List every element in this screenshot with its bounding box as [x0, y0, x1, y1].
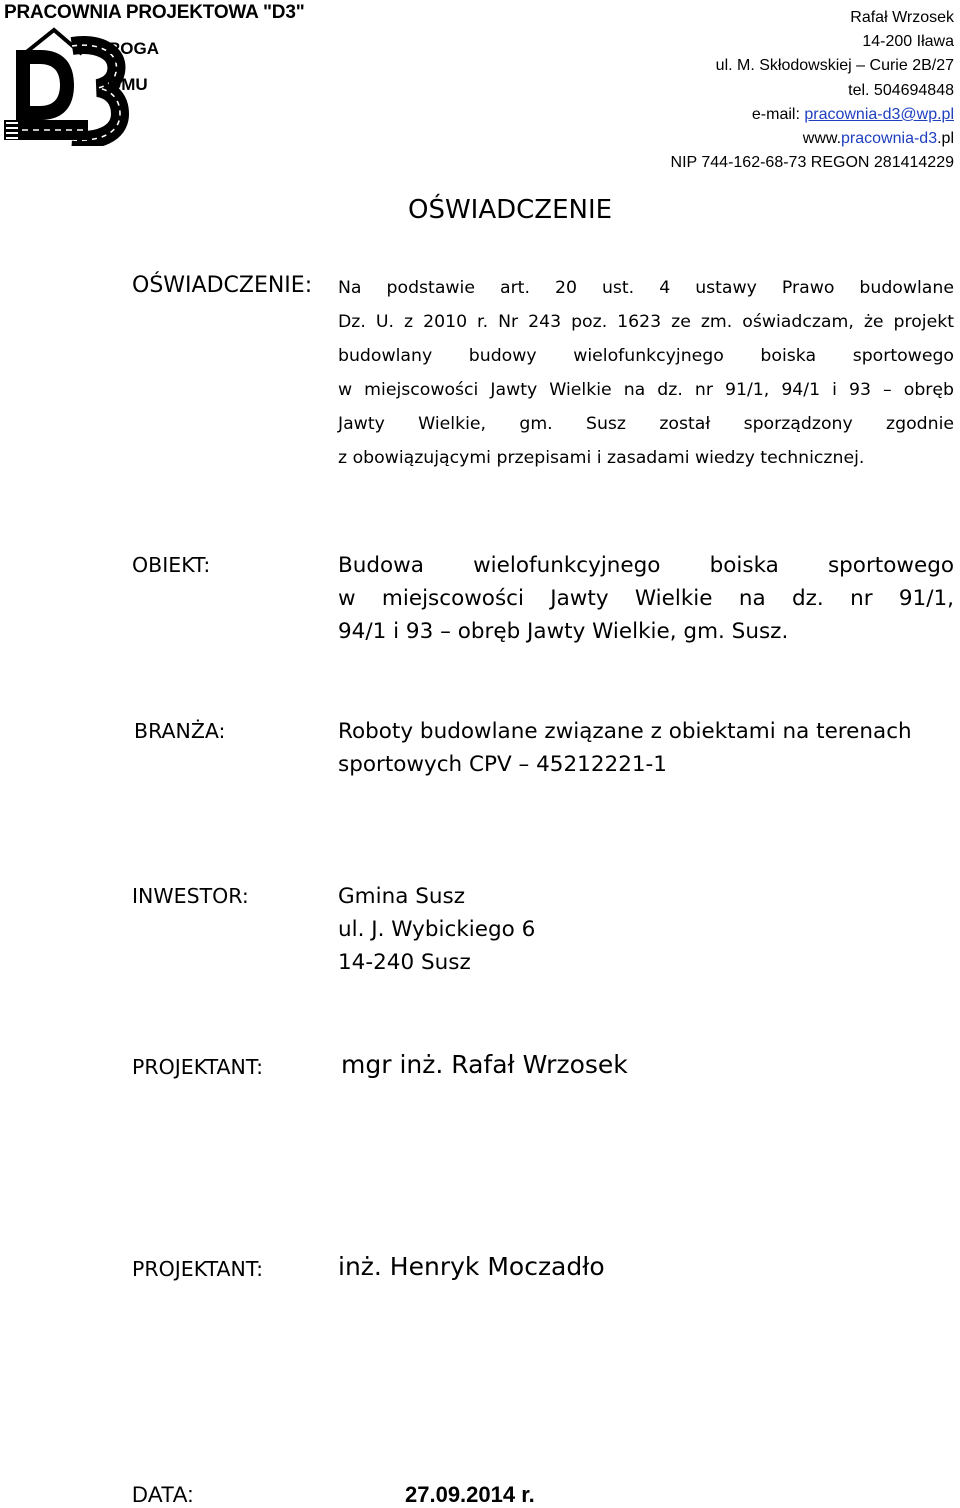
designer2-label: PROJEKTANT: [132, 1257, 264, 1281]
contact-email-line [671, 103, 954, 127]
statement-line: budowlany budowy wielofunkcyjnego boiska sportowego [338, 346, 954, 366]
contact-city: 14-200 Iława [862, 33, 954, 51]
www-domain[interactable]: pracownia-d3 [841, 130, 938, 148]
statement-label: OŚWIADCZENIE: [132, 273, 313, 298]
date-value: 27.09.2014 r. [405, 1482, 535, 1507]
email-link[interactable]: pracownia-d3@wp.pl [804, 105, 954, 123]
logo-line1: ROGA [108, 39, 159, 58]
logo-line3: OMU [108, 75, 148, 94]
investor-value [338, 880, 535, 979]
branch-value [338, 715, 912, 781]
branch-line: sportowych CPV – 45212221-1 [338, 752, 667, 777]
contact-block [671, 6, 954, 175]
contact-name: Rafał Wrzosek [850, 9, 954, 26]
object-value [338, 549, 954, 648]
contact-nip-regon: NIP 744-162-68-73 REGON 281414229 [670, 154, 954, 172]
object-line: Budowa wielofunkcyjnego boiska sportowego [338, 553, 954, 578]
statement-line: Na podstawie art. 20 ust. 4 ustawy Prawo budowlane [338, 278, 954, 298]
object-label: OBIEKT: [132, 553, 211, 577]
logo-line2: O [108, 57, 122, 76]
date-label: DATA: [132, 1482, 194, 1507]
contact-www-line[interactable] [671, 127, 954, 151]
firm-name: PRACOWNIA PROJEKTOWA "D3" [4, 2, 305, 23]
investor-line: 14-240 Susz [338, 950, 471, 975]
contact-street: ul. M. Skłodowskiej – Curie 2B/27 [715, 57, 954, 75]
branch-label: BRANŻA: [134, 719, 226, 743]
designer1-label: PROJEKTANT: [132, 1055, 264, 1079]
statement-line: Jawty Wielkie, gm. Susz został sporządzony zgodnie [338, 414, 954, 434]
statement-text [338, 271, 954, 475]
investor-line: Gmina Susz [338, 884, 465, 909]
contact-phone: tel. 504694848 [848, 81, 954, 99]
investor-label: INWESTOR: [132, 884, 249, 908]
investor-line: ul. J. Wybickiego 6 [338, 917, 536, 942]
branch-line: Roboty budowlane związane z obiektami na terenach [338, 719, 912, 744]
designer2-value: inż. Henryk Moczadło [338, 1252, 605, 1281]
email-label: e-mail: [751, 105, 805, 123]
statement-line: z obowiązującymi przepisami i zasadami wiedzy technicznej. [338, 448, 865, 468]
company-logo [2, 24, 170, 146]
document-title: OŚWIADCZENIE [408, 195, 613, 225]
www-suffix: .pl [937, 130, 954, 148]
statement-line: Dz. U. z 2010 r. Nr 243 poz. 1623 ze zm. oświadczam, że projekt [338, 312, 954, 332]
statement-line: w miejscowości Jawty Wielkie na dz. nr 91/1, 94/1 i 93 – obręb [338, 380, 954, 400]
object-line: 94/1 i 93 – obręb Jawty Wielkie, gm. Susz. [338, 619, 789, 644]
designer1-value: mgr inż. Rafał Wrzosek [341, 1050, 628, 1079]
object-line: w miejscowości Jawty Wielkie na dz. nr 91/1, [338, 586, 954, 611]
www-prefix: www. [802, 130, 842, 148]
